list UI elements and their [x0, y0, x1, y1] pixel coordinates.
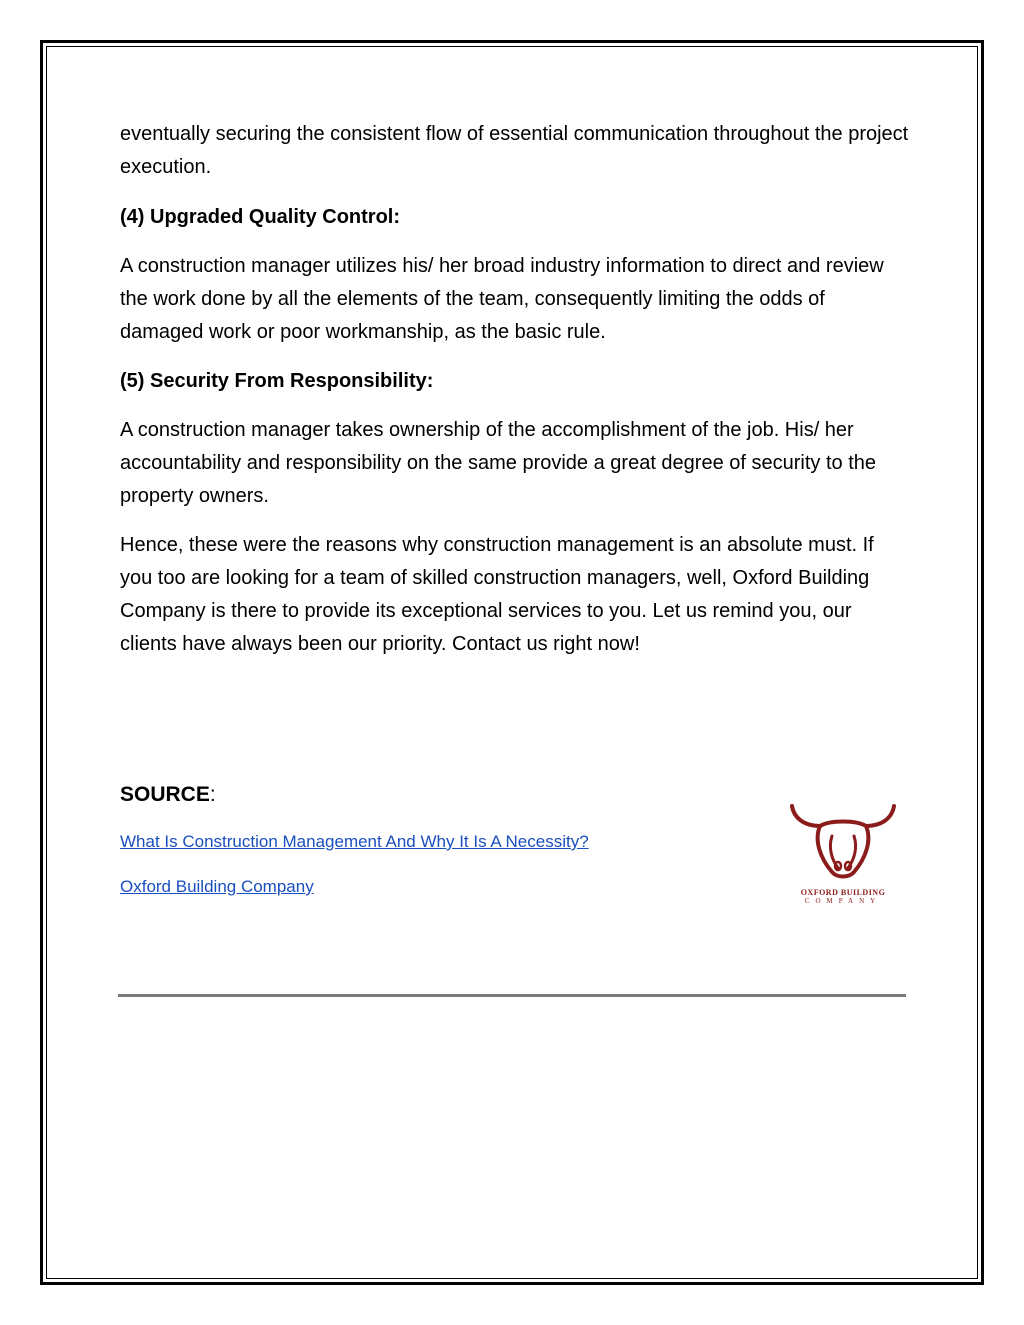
- paragraph-security: A construction manager takes ownership of the accomplishment of the job. His/ her accountability and responsibility on the same provide a great degree of security to the property owners.: [120, 419, 876, 507]
- heading-quality-control: (4) Upgraded Quality Control:: [120, 206, 400, 228]
- source-colon: :: [209, 783, 216, 806]
- heading-security: (5) Security From Responsibility:: [120, 370, 434, 392]
- bull-head-icon: [780, 800, 906, 888]
- paragraph-conclusion: Hence, these were the reasons why construction management is an absolute must. If you too are looking for a team of skilled construction managers, well, Oxford Building Company is there to provide its exceptional services to you. Let us remind you, our clients have always been our priority. Contact us right now!: [120, 534, 874, 655]
- paragraph-quality-control: A construction manager utilizes his/ her broad industry information to direct and review the work done by all the elements of the team, consequently limiting the odds of damaged work or poor workmanship, as the basic rule.: [120, 255, 884, 343]
- paragraph-continuation: eventually securing the consistent flow of essential communication throughout the project execution.: [120, 123, 909, 178]
- document-body: [120, 118, 910, 661]
- source-heading: [120, 780, 216, 810]
- source-label: SOURCE: [120, 783, 210, 806]
- horizontal-divider: [118, 994, 906, 997]
- source-link-company[interactable]: Oxford Building Company: [120, 877, 314, 896]
- logo-text-line1: OXFORD BUILDING: [800, 888, 886, 897]
- logo-text-line2: COMPANY: [804, 897, 882, 905]
- company-logo: [780, 800, 906, 908]
- source-link-article[interactable]: What Is Construction Management And Why It Is A Necessity?: [120, 832, 589, 851]
